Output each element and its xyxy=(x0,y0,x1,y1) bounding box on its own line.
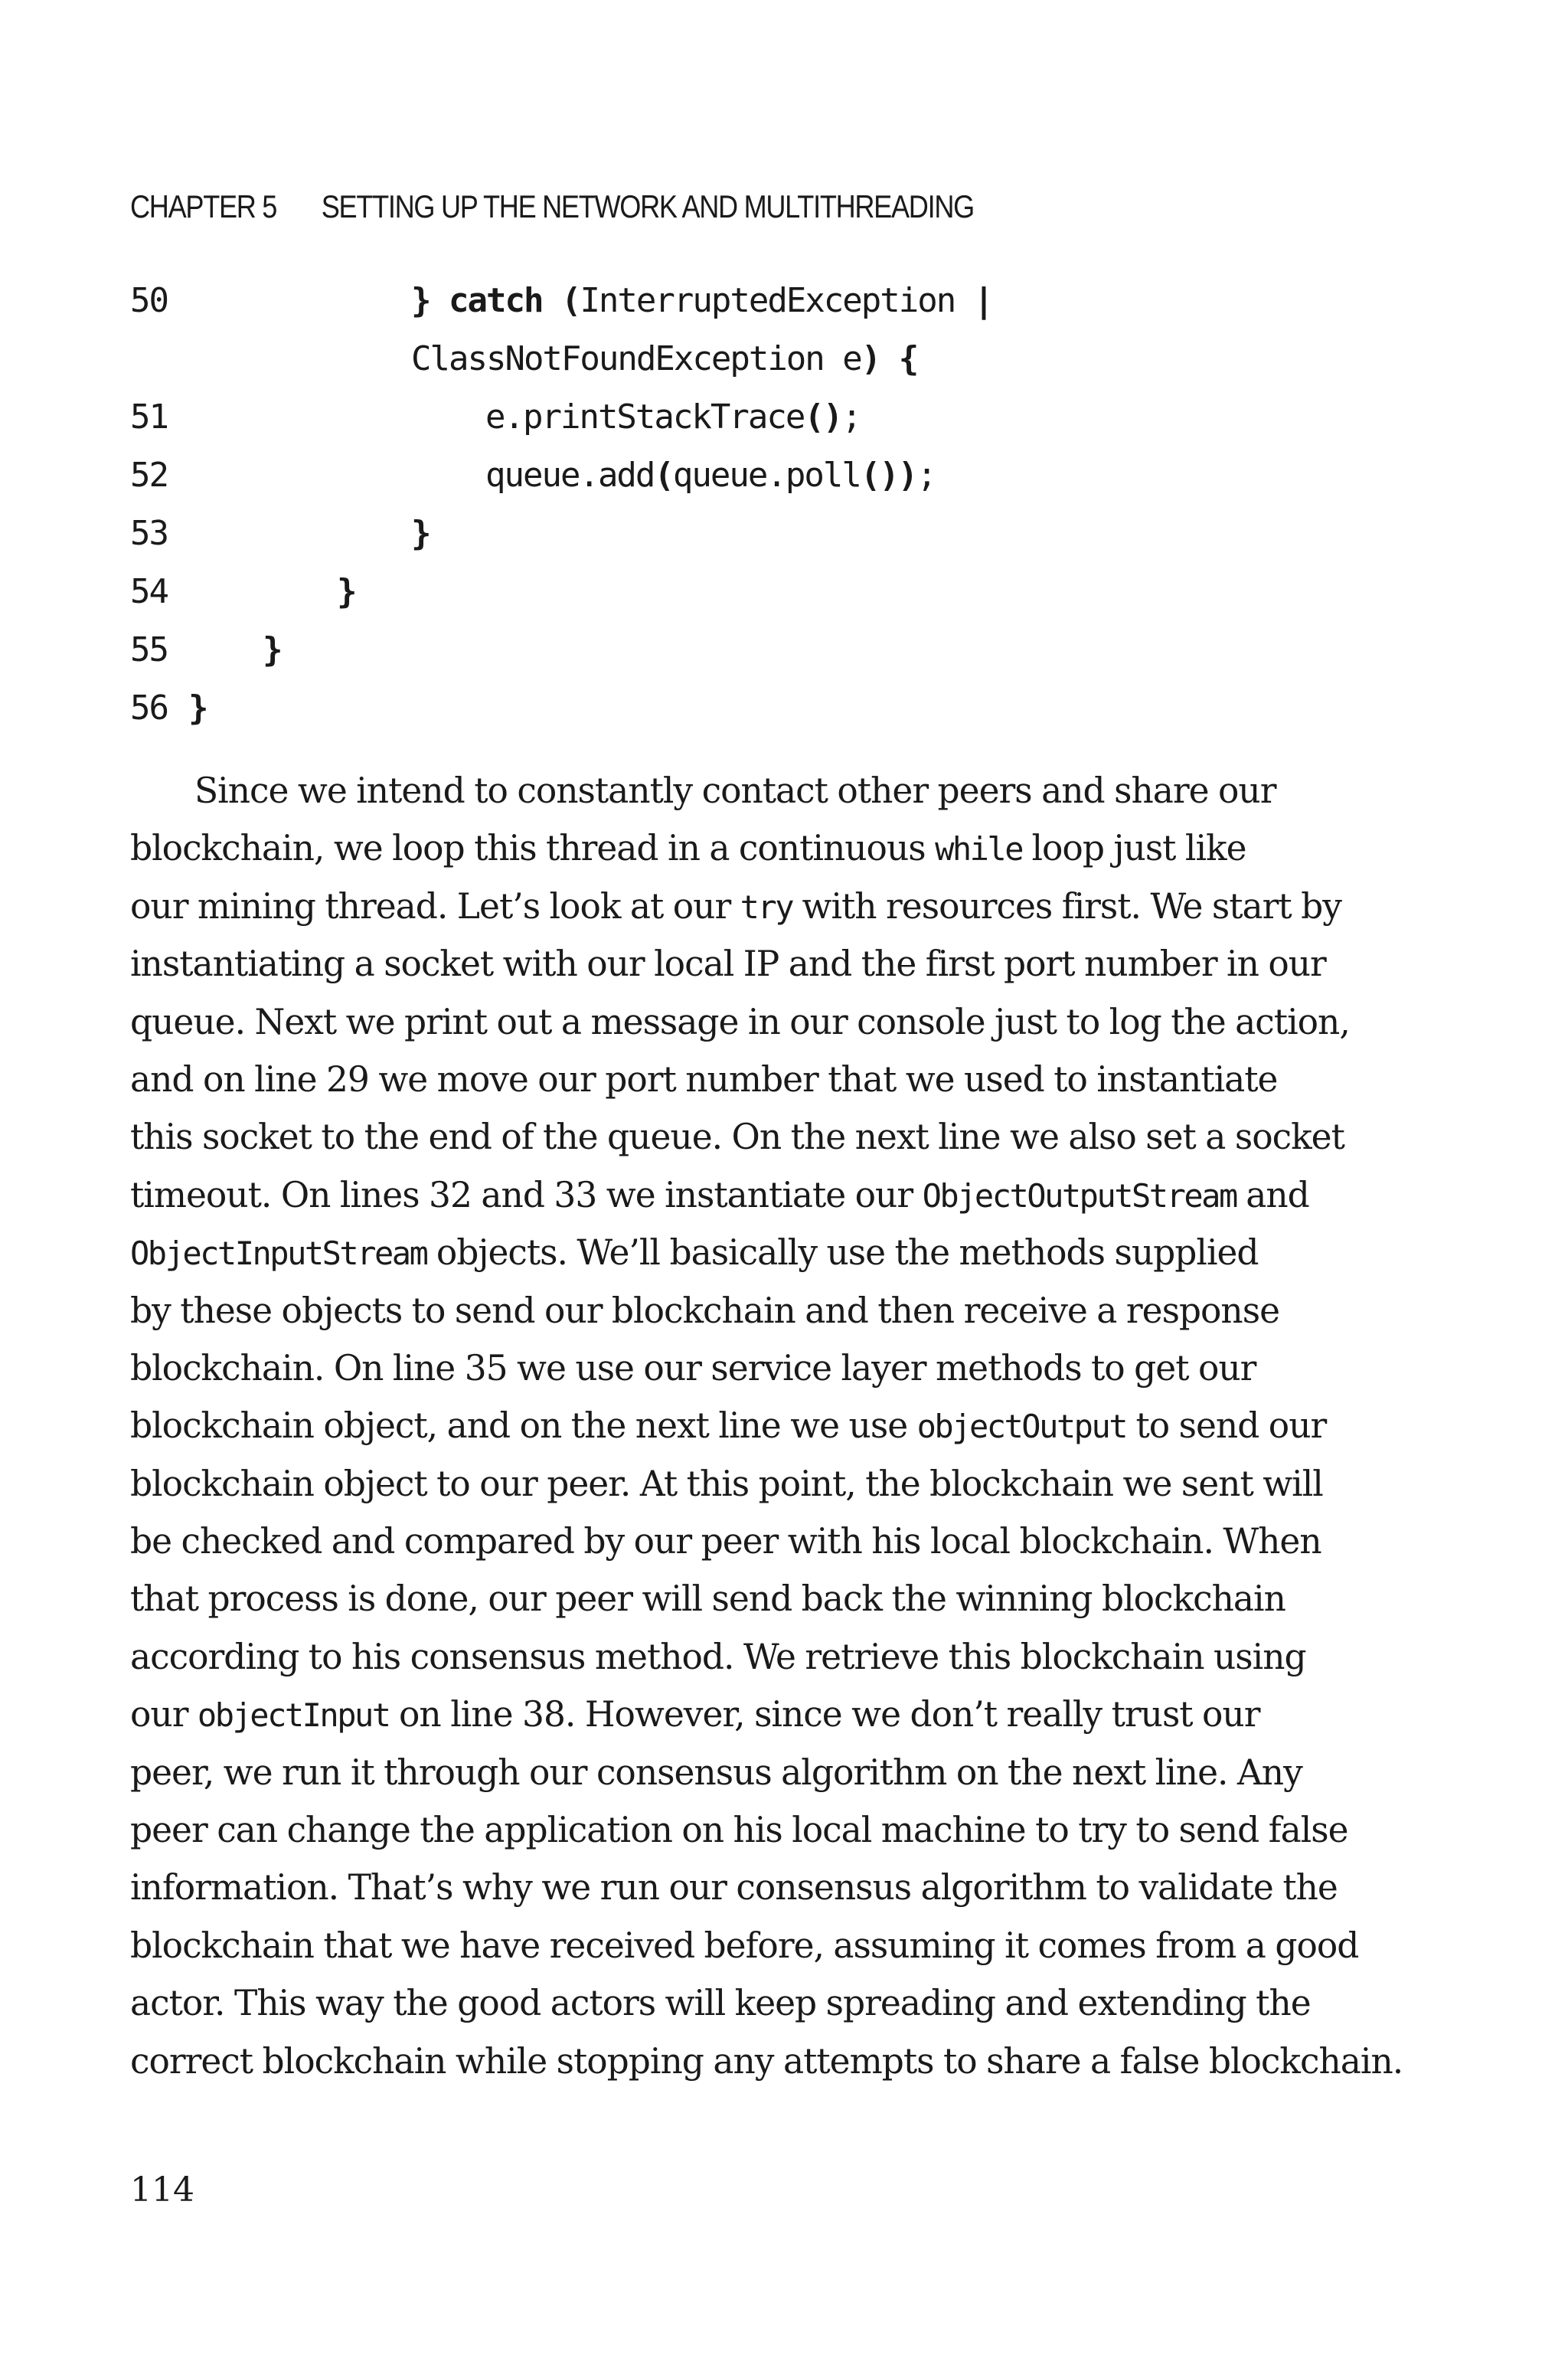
code-token xyxy=(542,281,561,320)
inline-code: objectOutput xyxy=(916,1408,1127,1446)
text-line xyxy=(130,1917,1432,1974)
text-line xyxy=(130,1744,1432,1801)
code-token: () xyxy=(804,397,842,437)
section-title: SETTING UP THE NETWORK AND MULTITHREADING xyxy=(321,188,974,224)
code-line-number: 53 xyxy=(130,514,168,553)
text-line xyxy=(130,1166,1432,1224)
code-text xyxy=(411,272,992,330)
code-token: InterruptedException xyxy=(580,281,974,320)
text-run: and xyxy=(1236,1174,1309,1215)
text-line xyxy=(130,819,1432,877)
code-token: ()) xyxy=(860,456,917,495)
text-line xyxy=(130,762,1432,819)
code-token: ) { xyxy=(861,339,918,378)
text-run: that process is done, our peer will send back the winning blockchain xyxy=(130,1578,1285,1620)
code-token: e.printStackTrace xyxy=(485,397,805,437)
text-run: instantiating a socket with our local IP and the first port number in our xyxy=(130,944,1326,985)
code-token: queue.poll xyxy=(672,456,861,495)
text-line xyxy=(130,935,1432,993)
text-run: peer, we run it through our consensus algorithm on the next line. Any xyxy=(130,1752,1302,1793)
code-line-number: 54 xyxy=(130,572,168,611)
text-line xyxy=(130,1282,1432,1339)
text-line xyxy=(130,1686,1432,1743)
running-header xyxy=(130,188,974,225)
text-line xyxy=(130,1108,1432,1166)
text-run: information. That’s why we run our consensus algorithm to validate the xyxy=(130,1867,1338,1909)
text-run: timeout. On lines 32 and 33 we instantiate our xyxy=(130,1174,923,1215)
text-run: on line 38. However, since we don’t really trust our xyxy=(389,1694,1260,1735)
text-line xyxy=(130,1974,1432,2032)
text-line xyxy=(130,1051,1432,1108)
text-run: to send our xyxy=(1126,1405,1327,1447)
inline-code: try xyxy=(740,888,793,926)
code-text xyxy=(411,505,430,563)
text-line xyxy=(130,1801,1432,1859)
text-run: our mining thread. Let’s look at our xyxy=(130,885,740,927)
text-run: this socket to the end of the queue. On the next line we also set a socket xyxy=(130,1117,1344,1158)
code-token: queue.add xyxy=(485,456,655,495)
code-text xyxy=(411,330,917,388)
code-token: ; xyxy=(841,397,861,437)
inline-code: while xyxy=(935,830,1023,868)
code-line-number: 55 xyxy=(130,630,168,669)
text-run: correct blockchain while stopping any attempts to share a false blockchain. xyxy=(130,2040,1403,2082)
text-line xyxy=(130,1859,1432,1916)
text-run: objects. We’ll basically use the methods supplied xyxy=(426,1232,1259,1274)
text-run: peer can change the application on his local machine to try to send false xyxy=(130,1810,1348,1851)
code-token: ( xyxy=(654,456,673,495)
inline-code: ObjectOutputStream xyxy=(922,1176,1236,1215)
code-token: } xyxy=(263,630,282,669)
code-text xyxy=(485,446,936,505)
inline-code: objectInput xyxy=(197,1696,390,1735)
inline-code: ObjectInputStream xyxy=(130,1235,427,1273)
code-token: } xyxy=(411,281,449,320)
text-line xyxy=(130,1513,1432,1570)
chapter-label: CHAPTER 5 xyxy=(130,188,277,224)
code-text xyxy=(337,563,356,621)
text-line xyxy=(130,1224,1432,1281)
text-line xyxy=(130,1455,1432,1513)
body-paragraph xyxy=(130,762,1432,2090)
code-text xyxy=(263,621,282,679)
text-run: blockchain. On line 35 we use our service layer methods to get our xyxy=(130,1347,1256,1389)
code-text xyxy=(485,388,861,446)
code-token: ; xyxy=(916,456,936,495)
text-run: with resources first. We start by xyxy=(792,885,1341,927)
code-token: | xyxy=(973,281,993,320)
code-token: } xyxy=(188,689,207,728)
text-run: and on line 29 we move our port number that we used to instantiate xyxy=(130,1058,1278,1100)
code-line-number: 52 xyxy=(130,456,168,495)
text-run: by these objects to send our blockchain and then receive a response xyxy=(130,1290,1280,1331)
code-token: ( xyxy=(560,281,580,320)
text-line xyxy=(130,1570,1432,1627)
text-run: according to his consensus method. We retrieve this blockchain using xyxy=(130,1636,1306,1677)
code-keyword: catch xyxy=(448,281,543,320)
text-line xyxy=(130,1397,1432,1454)
text-line xyxy=(130,878,1432,935)
text-line xyxy=(130,2033,1432,2090)
code-line-number: 56 xyxy=(130,689,168,728)
text-run: blockchain object, and on the next line we use xyxy=(130,1405,917,1447)
text-line xyxy=(130,1628,1432,1686)
text-run: actor. This way the good actors will keep spreading and extending the xyxy=(130,1983,1311,2024)
code-line-number: 50 xyxy=(130,281,168,320)
page-number: 114 xyxy=(130,2170,194,2210)
text-run: blockchain object to our peer. At this point, the blockchain we sent will xyxy=(130,1463,1323,1504)
code-token: } xyxy=(411,514,430,553)
text-run: our xyxy=(130,1694,198,1735)
code-token: ClassNotFoundException e xyxy=(411,339,861,378)
text-run: blockchain, we loop this thread in a continuous xyxy=(130,828,936,869)
text-run: queue. Next we print out a message in our console just to log the action, xyxy=(130,1001,1350,1042)
text-run: loop just like xyxy=(1022,828,1246,869)
text-line xyxy=(130,993,1432,1051)
code-token: } xyxy=(337,572,356,611)
text-line xyxy=(130,1339,1432,1397)
text-run: blockchain that we have received before, assuming it comes from a good xyxy=(130,1925,1359,1966)
text-run: Since we intend to constantly contact other peers and share our xyxy=(194,770,1276,811)
code-line-number: 51 xyxy=(130,397,168,437)
text-run: be checked and compared by our peer with his local blockchain. When xyxy=(130,1521,1321,1562)
code-text xyxy=(188,679,207,738)
